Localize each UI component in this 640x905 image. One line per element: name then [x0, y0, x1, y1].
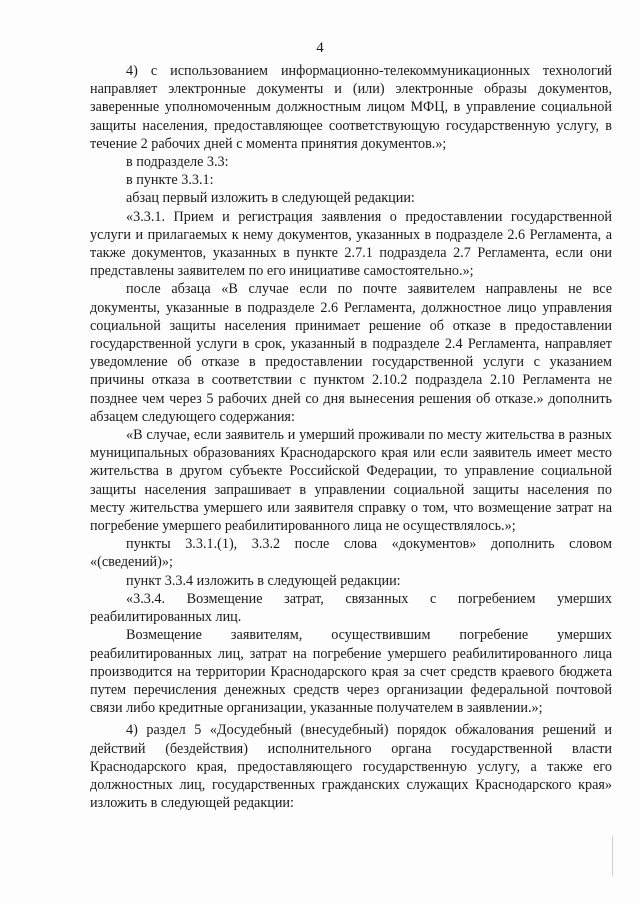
paragraph-item-4-mfc: 4) с использованием информационно-телекоммуникационных технологий направляет электронные документы и (или) электронные образы документов, заверенные уполномоченным должностным лицом МФЦ, в управление социальной защиты населения, предоставляющее соответствующую государственную услугу, в течение 2 рабочих дней с момента принятия документов.»; [90, 63, 612, 152]
scan-edge-mark [612, 836, 623, 876]
paragraph-section-5: 4) раздел 5 «Досудебный (внесудебный) порядок обжалования решений и действий (бездействия) исполнительного органа государственной власти Краснодарского края, предоставляющего государственную услугу, а также его должностных лиц, государственных гражданских служащих Краснодарского края» изложить в следующей редакции: [90, 722, 612, 812]
document-body [90, 62, 612, 812]
paragraph-subsection-3-3: в подразделе 3.3: [126, 154, 229, 171]
paragraph-point-3-3-1: в пункте 3.3.1: [126, 172, 214, 189]
paragraph-different-municipalities: «В случае, если заявитель и умерший проживали по месту жительства в разных муниципальных образованиях Краснодарского края или если заявитель имеет место жительства в другом субъекте Российской Федерации, то управление социальной защиты населения запрашивает в управлении социальной защиты населения по месту жительства умершего или заявителя справку о том, что возмещение затрат на погребение умершего реабилитированного лица не осуществлялось.»; [90, 427, 612, 535]
paragraph-point-3-3-4: пункт 3.3.4 изложить в следующей редакции: [126, 572, 401, 589]
paragraph-3-3-4-title: «3.3.4. Возмещение затрат, связанных с погребением умерших реабилитированных лиц. [90, 590, 612, 626]
paragraph-reimbursement: Возмещение заявителям, осуществившим погребение умерших реабилитированных лиц, затрат на погребение умершего реабилитированного лица производится на территории Краснодарского края за счет средств краевого бюджета путем перечисления денежных средств через организации федеральной почтовой связи либо кредитные организации, указанные получателем в заявлении.»; [90, 627, 612, 717]
paragraph-3-3-1-text: «3.3.1. Прием и регистрация заявления о предоставлении государственной услуги и прилагаемых к нему документов, указанных в подразделе 2.6 Регламента, а также документов, указанных в пункте 2.7.1 подраздела 2.7 Регламента, если они представлены заявителем по его инициативе самостоятельно.»; [90, 208, 612, 280]
paragraph-after-abzac: после абзаца «В случае если по почте заявителем направлены не все документы, указанные в подразделе 2.6 Регламента, должностное лицо управления социальной защиты населения принимает решение об отказе в предоставлении государственной услуги в срок, указанный в подразделе 2.4 Регламента, направляет уведомление об отказе в предоставлении государственной услуги с указанием причины отказа в соответствии с пунктом 2.10.2 подраздела 2.10 Регламента не позднее чем через 5 рабочих дней со дня вынесения решения об отказе.» дополнить абзацем следующего содержания: [90, 281, 612, 425]
paragraph-points-3-3-1-1: пункты 3.3.1.(1), 3.3.2 после слова «документов» дополнить словом «(сведений)»; [90, 536, 612, 571]
paragraph-first-abzac: абзац первый изложить в следующей редакции: [126, 190, 415, 207]
page-number: 4 [316, 40, 324, 56]
